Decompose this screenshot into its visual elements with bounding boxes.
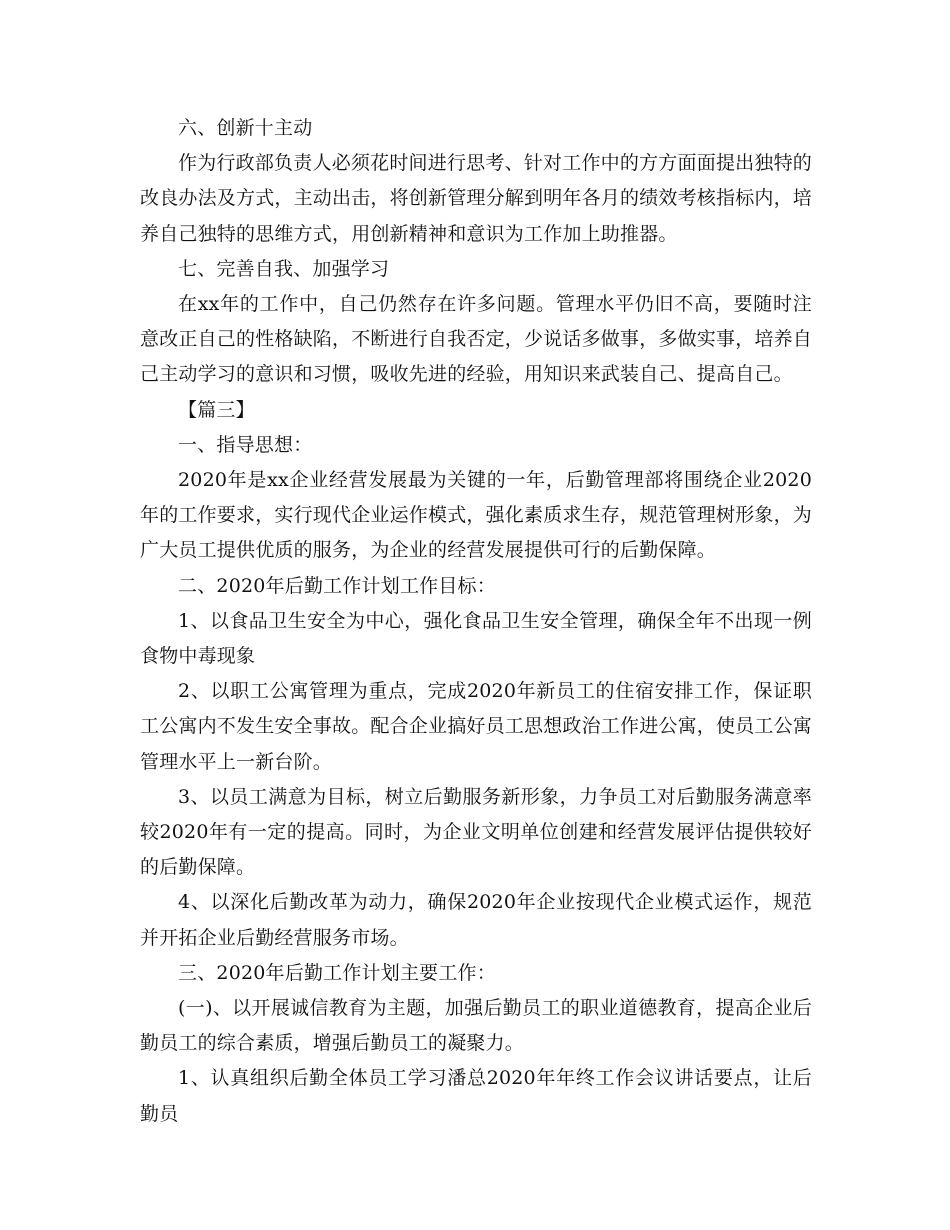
paragraph-guiding-ideology: 2020年是xx企业经营发展最为关键的一年，后勤管理部将围绕企业2020年的工作要求，实行现代企业运作模式，强化素质求生存，规范管理树形象，为广大员工提供优质的服务，为企业的经营发展提供可行的后勤保障。 xyxy=(140,469,813,562)
document-body xyxy=(140,111,812,1132)
chapter-heading-part-three: 【篇三】 xyxy=(178,398,255,421)
section-heading-guiding-ideology: 一、指导思想： xyxy=(178,433,313,456)
list-item-goal-3: 3、以员工满意为目标，树立后勤服务新形象，力争员工对后勤服务满意率较2020年有一定的提高。同时，为企业文明单位创建和经营发展评估提供较好的后勤保障。 xyxy=(140,785,812,879)
section-heading-innovation: 六、创新十主动 xyxy=(178,117,313,139)
list-item-goal-4: 4、以深化后勤改革为动力，确保2020年企业按现代企业模式运作，规范并开拓企业后勤经营服务市场。 xyxy=(140,891,812,949)
paragraph-innovation: 作为行政部负责人必须花时间进行思考、针对工作中的方方面面提出独特的改良办法及方式，主动出击，将创新管理分解到明年各月的绩效考核指标内，培养自己独特的思维方式，用创新精神和意识为工作加上助推器。 xyxy=(140,152,813,245)
section-heading-work-goals: 二、2020年后勤工作计划工作目标： xyxy=(178,574,496,597)
list-item-goal-2: 2、以职工公寓管理为重点，完成2020年新员工的住宿安排工作，保证职工公寓内不发生安全事故。配合企业搞好员工思想政治工作进公寓，使员工公寓管理水平上一新台阶。 xyxy=(140,680,813,773)
paragraph-main-work-one: (一)、以开展诚信教育为主题，加强后勤员工的职业道德教育，提高企业后勤员工的综合素质，增强后勤员工的凝聚力。 xyxy=(140,997,812,1055)
list-item-main-work-1: 1、认真组织后勤全体员工学习潘总2020年年终工作会议讲话要点，让后勤员 xyxy=(140,1067,812,1125)
list-item-goal-1: 1、以食品卫生安全为中心，强化食品卫生安全管理，确保全年不出现一例食物中毒现象 xyxy=(140,609,812,668)
section-heading-self-improvement: 七、完善自我、加强学习 xyxy=(178,257,390,280)
paragraph-self-improvement: 在xx年的工作中，自己仍然存在许多问题。管理水平仍旧不高，要随时注意改正自己的性格缺陷，不断进行自我否定，少说话多做事，多做实事，培养自己主动学习的意识和习惯，吸收先进的经验，用知识来武装自己、提高自己。 xyxy=(140,293,813,386)
section-heading-main-work: 三、2020年后勤工作计划主要工作： xyxy=(178,961,496,984)
